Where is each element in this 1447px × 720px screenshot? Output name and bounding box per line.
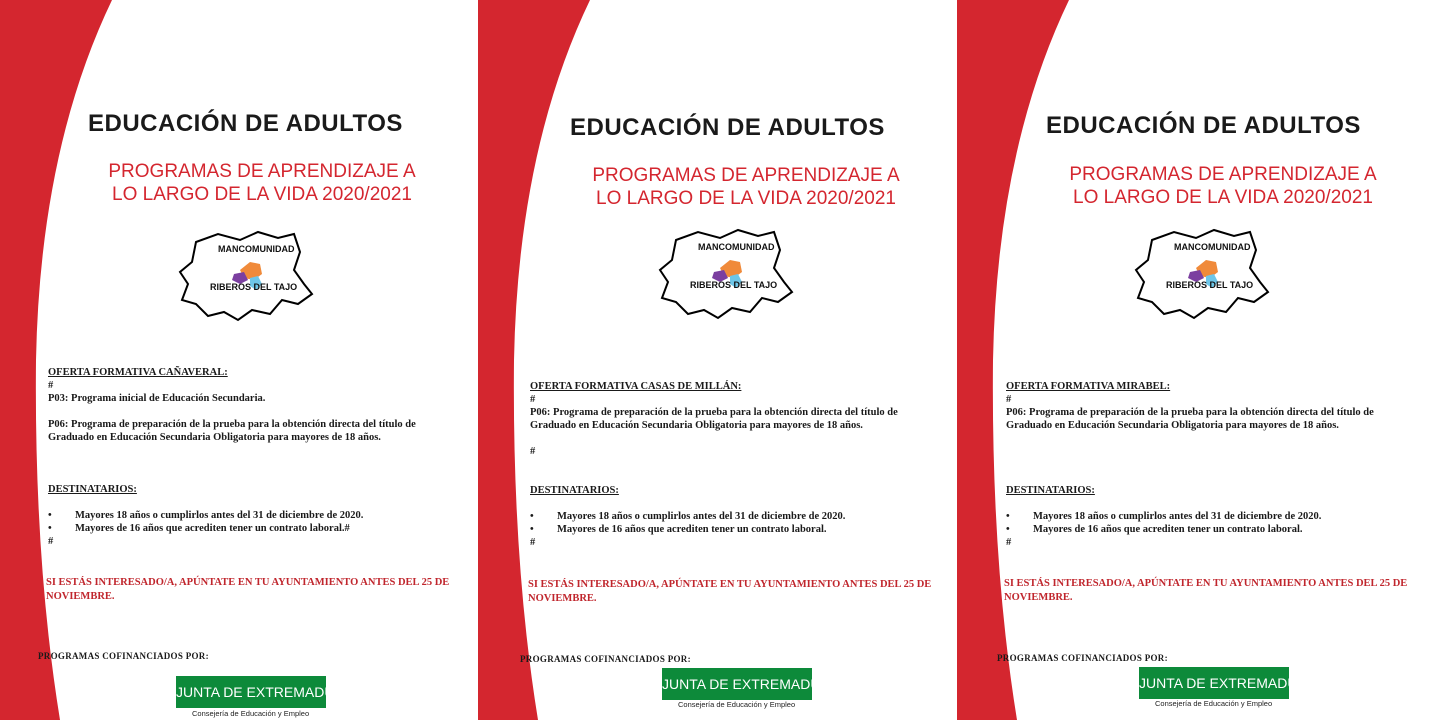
bullet-icon: • <box>48 523 52 534</box>
hash-mark: # <box>48 380 54 391</box>
program-p06: P06: Programa de preparación de la prueba para la obtención directa del título de <box>530 407 898 418</box>
flyer-canaveral <box>0 0 465 720</box>
program-p06-cont: Graduado en Educación Secundaria Obligatoria para mayores de 18 años. <box>48 432 381 443</box>
subtitle-line: PROGRAMAS DE APRENDIZAJE A <box>592 165 900 186</box>
flyer-subtitle <box>62 160 462 206</box>
junta-logo: JUNTA DE EXTREMADURA <box>176 676 326 708</box>
bullet-icon: • <box>48 510 52 521</box>
logo-line: MANCOMUNIDAD <box>1174 242 1251 252</box>
call-to-action: SI ESTÁS INTERESADO/A, APÚNTATE EN TU AYUNTAMIENTO ANTES DEL 25 DE NOVIEMBRE. <box>528 579 932 604</box>
map-outline-icon <box>1134 220 1270 328</box>
oferta-heading: OFERTA FORMATIVA CAÑAVERAL: <box>48 367 228 378</box>
map-outline-icon <box>178 222 314 330</box>
flyer-subtitle <box>1023 163 1423 209</box>
bullet-icon: • <box>530 511 534 522</box>
junta-subtitle: Consejería de Educación y Empleo <box>678 700 796 709</box>
logo-line: MANCOMUNIDAD <box>698 242 775 252</box>
mancomunidad-logo <box>658 220 794 328</box>
subtitle-line: PROGRAMAS DE APRENDIZAJE A <box>108 161 416 182</box>
logo-line: MANCOMUNIDAD <box>218 244 295 254</box>
flyer-casas-de-millan <box>478 0 950 720</box>
oferta-heading: OFERTA FORMATIVA CASAS DE MILLÁN: <box>530 381 742 392</box>
bullet-text: Mayores de 16 años que acrediten tener un contrato laboral. <box>1033 524 1303 535</box>
list-item <box>1006 523 1416 536</box>
junta-subtitle: Consejería de Educación y Empleo <box>1155 699 1273 708</box>
bullet-text: Mayores 18 años o cumplirlos antes del 31 de diciembre de 2020. <box>1033 511 1322 522</box>
junta-logo: JUNTA DE EXTREMADURA <box>662 668 812 700</box>
flyer-title: EDUCACIÓN DE ADULTOS <box>88 110 403 137</box>
bullet-text: Mayores de 16 años que acrediten tener un contrato laboral.# <box>75 523 350 534</box>
red-swoosh-decoration <box>478 0 598 720</box>
hash-mark: # <box>530 394 536 405</box>
program-p06-cont: Graduado en Educación Secundaria Obligatoria para mayores de 18 años. <box>530 420 863 431</box>
bullet-text: Mayores 18 años o cumplirlos antes del 31 de diciembre de 2020. <box>557 511 846 522</box>
hash-mark: # <box>530 446 536 457</box>
cofinanciados-label: PROGRAMAS COFINANCIADOS POR: <box>38 651 209 661</box>
oferta-heading: OFERTA FORMATIVA MIRABEL: <box>1006 381 1171 392</box>
bullet-icon: • <box>530 524 534 535</box>
red-swoosh-decoration <box>957 0 1077 720</box>
call-to-action: SI ESTÁS INTERESADO/A, APÚNTATE EN TU AYUNTAMIENTO ANTES DEL 25 DE NOVIEMBRE. <box>46 577 450 602</box>
program-p06: P06: Programa de preparación de la prueba para la obtención directa del título de <box>48 419 416 430</box>
red-swoosh-decoration <box>0 0 120 720</box>
cofinanciados-label: PROGRAMAS COFINANCIADOS POR: <box>997 653 1168 663</box>
mancomunidad-logo <box>1134 220 1270 328</box>
bullet-text: Mayores 18 años o cumplirlos antes del 31 de diciembre de 2020. <box>75 510 364 521</box>
flyer-title: EDUCACIÓN DE ADULTOS <box>570 114 885 141</box>
program-p06-cont: Graduado en Educación Secundaria Obligatoria para mayores de 18 años. <box>1006 420 1339 431</box>
flyer-mirabel <box>957 0 1427 720</box>
logo-line: RIBEROS DEL TAJO <box>1166 280 1254 290</box>
flyer-title: EDUCACIÓN DE ADULTOS <box>1046 112 1361 139</box>
destinatarios-heading: DESTINATARIOS: <box>48 484 137 495</box>
bullet-icon: • <box>1006 511 1010 522</box>
bullet-text: Mayores de 16 años que acrediten tener un contrato laboral. <box>557 524 827 535</box>
destinatarios-heading: DESTINATARIOS: <box>1006 485 1095 496</box>
cofinanciados-label: PROGRAMAS COFINANCIADOS POR: <box>520 654 691 664</box>
subtitle-line: LO LARGO DE LA VIDA 2020/2021 <box>1073 187 1373 208</box>
logo-line: RIBEROS DEL TAJO <box>690 280 778 290</box>
bullet-icon: • <box>1006 524 1010 535</box>
destinatarios-heading: DESTINATARIOS: <box>530 485 619 496</box>
hash-mark: # <box>530 537 536 548</box>
flyer-body <box>48 366 458 548</box>
hash-mark: # <box>1006 394 1012 405</box>
hash-mark: # <box>1006 537 1012 548</box>
list-item <box>48 509 458 522</box>
logo-line: RIBEROS DEL TAJO <box>210 282 298 292</box>
map-outline-icon <box>658 220 794 328</box>
flyer-body <box>530 380 940 549</box>
program-p03: P03: Programa inicial de Educación Secundaria. <box>48 393 266 404</box>
junta-logo: JUNTA DE EXTREMADURA <box>1139 667 1289 699</box>
flyer-body <box>1006 380 1416 549</box>
list-item <box>48 522 458 535</box>
flyer-subtitle <box>546 164 946 210</box>
call-to-action: SI ESTÁS INTERESADO/A, APÚNTATE EN TU AYUNTAMIENTO ANTES DEL 25 DE NOVIEMBRE. <box>1004 578 1408 603</box>
subtitle-line: LO LARGO DE LA VIDA 2020/2021 <box>112 184 412 205</box>
program-p06: P06: Programa de preparación de la prueba para la obtención directa del título de <box>1006 407 1374 418</box>
list-item <box>1006 510 1416 523</box>
list-item <box>530 510 940 523</box>
subtitle-line: PROGRAMAS DE APRENDIZAJE A <box>1069 164 1377 185</box>
list-item <box>530 523 940 536</box>
mancomunidad-logo <box>178 222 314 330</box>
subtitle-line: LO LARGO DE LA VIDA 2020/2021 <box>596 188 896 209</box>
junta-subtitle: Consejería de Educación y Empleo <box>192 709 310 718</box>
hash-mark: # <box>48 536 54 547</box>
